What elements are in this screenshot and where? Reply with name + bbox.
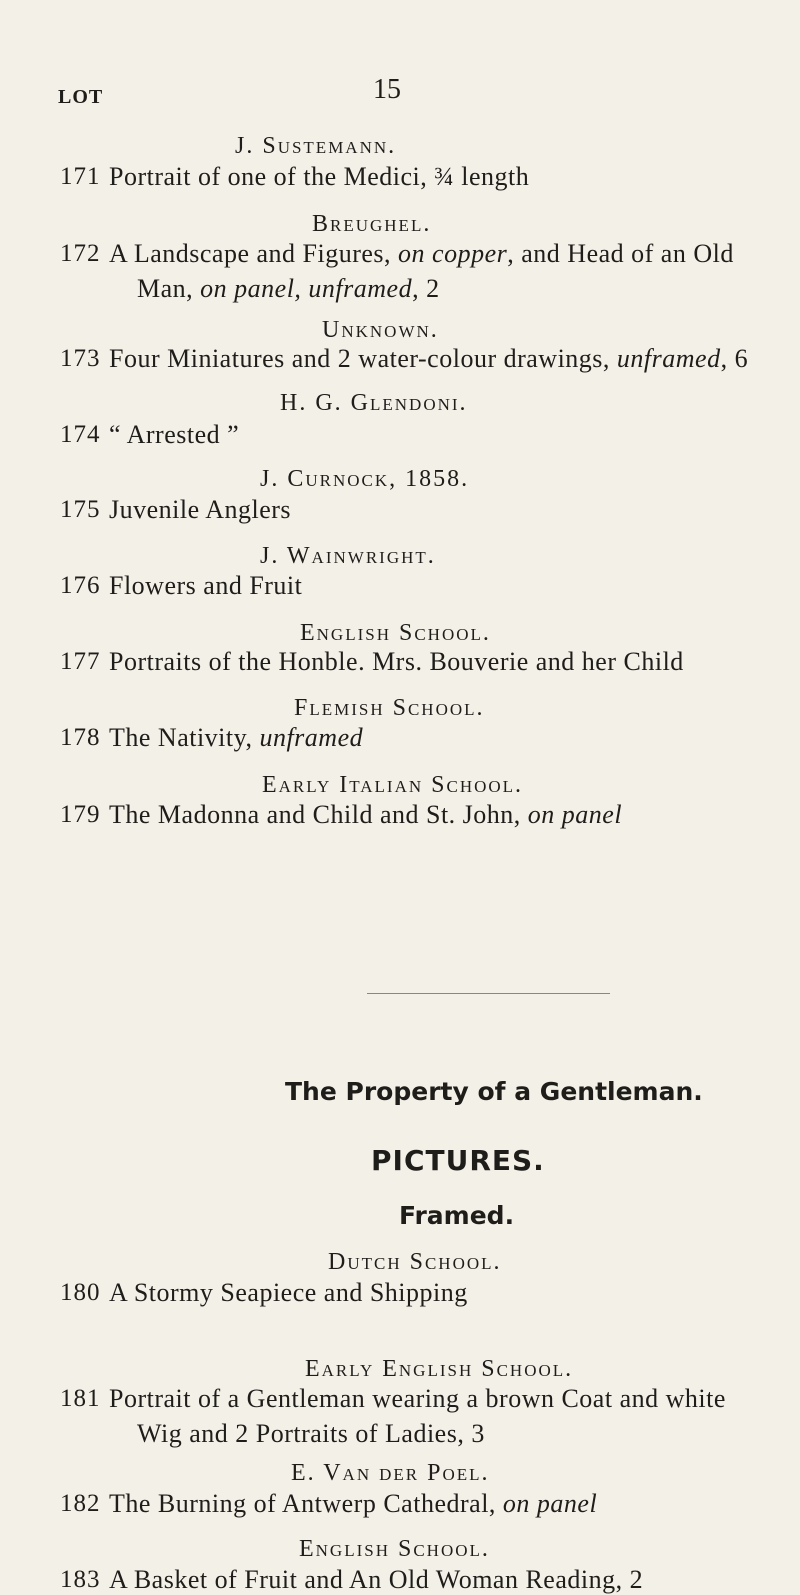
artist-name: E. Van der Poel. — [291, 1460, 490, 1486]
lot-number: 180 — [60, 1279, 101, 1306]
text-run: Man, — [137, 274, 201, 303]
lot-description — [109, 1489, 597, 1519]
lot-description-continued — [137, 274, 440, 304]
lot-number: 182 — [60, 1490, 101, 1517]
text-run: Portrait of one of the Medici, ¾ length — [109, 162, 530, 191]
lot-description — [109, 162, 529, 192]
text-run: A Landscape and Figures, — [109, 239, 399, 268]
text-run: The Nativity, — [109, 723, 260, 752]
lot-number: 183 — [60, 1566, 101, 1593]
text-run: The Madonna and Child and St. John, — [109, 800, 528, 829]
lot-description — [109, 571, 302, 601]
text-run: Four Miniatures and 2 water-colour drawings, — [109, 344, 617, 373]
text-run: Wig and 2 Portraits of Ladies, 3 — [137, 1419, 485, 1448]
text-run: “ Arrested ” — [109, 420, 240, 449]
text-run: Portraits of the Honble. Mrs. Bouverie and her Child — [109, 647, 684, 676]
lot-description — [109, 1278, 468, 1308]
lot-description — [109, 1384, 726, 1414]
section-divider — [367, 993, 610, 994]
text-run: A Stormy Seapiece and Shipping — [109, 1278, 468, 1307]
artist-name: Breughel. — [312, 211, 432, 237]
artist-name: J. Wainwright. — [260, 543, 436, 569]
artist-name: Early Italian School. — [262, 772, 524, 798]
section-title: The Property of a Gentleman. — [285, 1077, 703, 1106]
artist-name: J. Sustemann. — [235, 133, 397, 159]
artist-name: English School. — [299, 1536, 490, 1562]
lot-description — [109, 647, 684, 677]
lot-description — [109, 344, 748, 374]
lot-number: 175 — [60, 496, 101, 523]
italic-text-run: unframed — [259, 723, 364, 752]
text-run: Flowers and Fruit — [109, 571, 303, 600]
text-run: A Basket of Fruit and An Old Woman Reading, 2 — [109, 1565, 644, 1594]
artist-name: J. Curnock, 1858. — [260, 466, 470, 492]
lot-number: 171 — [60, 163, 101, 190]
section-framing-note: Framed. — [399, 1201, 515, 1230]
italic-text-run: unframed — [616, 344, 721, 373]
lot-description — [109, 420, 239, 450]
artist-name: H. G. Glendoni. — [280, 390, 468, 416]
italic-text-run: on panel — [502, 1489, 598, 1518]
italic-text-run: on panel — [527, 800, 623, 829]
lot-number: 178 — [60, 724, 101, 751]
lot-description — [109, 495, 291, 525]
lot-number: 173 — [60, 345, 101, 372]
text-run: Portrait of a Gentleman wearing a brown Coat and white — [109, 1384, 726, 1413]
lot-number: 172 — [60, 240, 101, 267]
text-run: , and Head of an Old — [507, 239, 734, 268]
artist-name: Flemish School. — [294, 695, 485, 721]
lot-number: 176 — [60, 572, 101, 599]
text-run: Juvenile Anglers — [109, 495, 292, 524]
artist-name: English School. — [300, 620, 491, 646]
artist-name: Unknown. — [322, 317, 439, 343]
lot-description — [109, 239, 734, 269]
text-run: The Burning of Antwerp Cathedral, — [109, 1489, 503, 1518]
artist-name: Early English School. — [305, 1356, 574, 1382]
lot-description — [109, 723, 363, 753]
lot-number: 177 — [60, 648, 101, 675]
lot-number: 174 — [60, 421, 101, 448]
text-run: , 6 — [720, 344, 749, 373]
italic-text-run: on copper — [398, 239, 508, 268]
italic-text-run: on panel, unframed — [200, 274, 413, 303]
text-run: , 2 — [412, 274, 440, 303]
page-number: 15 — [373, 74, 401, 105]
lot-column-header: LOT — [58, 86, 104, 108]
lot-number: 181 — [60, 1385, 101, 1412]
lot-description-continued — [137, 1419, 485, 1449]
lot-description — [109, 800, 622, 830]
artist-name: Dutch School. — [328, 1249, 502, 1275]
lot-number: 179 — [60, 801, 101, 828]
section-subtitle: PICTURES. — [371, 1144, 545, 1177]
lot-description — [109, 1565, 643, 1595]
